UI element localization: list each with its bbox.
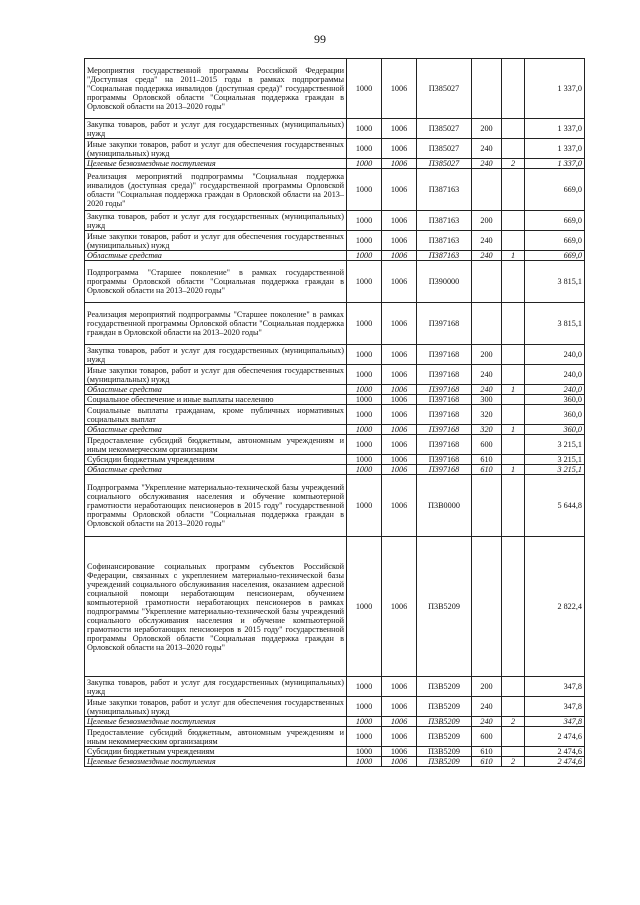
row-subsection-code: 1006 xyxy=(382,169,417,211)
row-expense-type xyxy=(472,261,502,303)
table-row xyxy=(85,365,585,385)
row-target-article: П3В5209 xyxy=(417,697,472,717)
row-expense-type xyxy=(472,303,502,345)
row-section-code: 1000 xyxy=(347,261,382,303)
row-funding-source xyxy=(502,169,525,211)
row-expense-type: 200 xyxy=(472,677,502,697)
table-row xyxy=(85,59,585,119)
row-target-article: П3В5209 xyxy=(417,717,472,727)
row-target-article: П397168 xyxy=(417,405,472,425)
row-expense-type xyxy=(472,169,502,211)
row-funding-source xyxy=(502,475,525,537)
row-expense-type: 600 xyxy=(472,727,502,747)
page-number: 99 xyxy=(314,32,326,46)
row-amount: 5 644,8 xyxy=(525,475,585,537)
row-section-code: 1000 xyxy=(347,303,382,345)
row-amount: 360,0 xyxy=(525,425,585,435)
table-row xyxy=(85,425,585,435)
row-funding-source xyxy=(502,677,525,697)
row-amount: 2 474,6 xyxy=(525,747,585,757)
row-subsection-code: 1006 xyxy=(382,697,417,717)
table-row xyxy=(85,757,585,767)
row-subsection-code: 1006 xyxy=(382,465,417,475)
row-subsection-code: 1006 xyxy=(382,537,417,677)
row-subsection-code: 1006 xyxy=(382,119,417,139)
row-funding-source xyxy=(502,211,525,231)
table-row xyxy=(85,159,585,169)
row-target-article: П390000 xyxy=(417,261,472,303)
row-name: Областные средства xyxy=(85,465,347,475)
row-amount: 2 474,6 xyxy=(525,757,585,767)
row-funding-source: 1 xyxy=(502,251,525,261)
row-funding-source: 1 xyxy=(502,385,525,395)
row-section-code: 1000 xyxy=(347,119,382,139)
row-section-code: 1000 xyxy=(347,757,382,767)
table-row xyxy=(85,405,585,425)
row-name: Иные закупки товаров, работ и услуг для обеспечения государственных (муниципальных) нужд xyxy=(85,231,347,251)
row-amount: 1 337,0 xyxy=(525,139,585,159)
row-name: Субсидии бюджетным учреждениям xyxy=(85,747,347,757)
row-subsection-code: 1006 xyxy=(382,395,417,405)
table-row xyxy=(85,211,585,231)
row-amount: 3 815,1 xyxy=(525,261,585,303)
row-subsection-code: 1006 xyxy=(382,727,417,747)
row-target-article: П397168 xyxy=(417,385,472,395)
row-name: Подпрограмма "Старшее поколение" в рамках государственной программы Орловской области "Социальная поддержка граждан в Орловской области на 2013–2020 годы" xyxy=(85,261,347,303)
row-target-article: П397168 xyxy=(417,395,472,405)
row-subsection-code: 1006 xyxy=(382,475,417,537)
row-section-code: 1000 xyxy=(347,717,382,727)
row-expense-type: 610 xyxy=(472,747,502,757)
row-name: Целевые безвозмездные поступления xyxy=(85,757,347,767)
row-expense-type: 240 xyxy=(472,385,502,395)
row-section-code: 1000 xyxy=(347,231,382,251)
row-expense-type: 600 xyxy=(472,435,502,455)
row-target-article: П387163 xyxy=(417,211,472,231)
row-subsection-code: 1006 xyxy=(382,345,417,365)
table-row xyxy=(85,465,585,475)
table-row xyxy=(85,261,585,303)
row-amount: 3 815,1 xyxy=(525,303,585,345)
row-funding-source: 2 xyxy=(502,717,525,727)
row-name: Областные средства xyxy=(85,251,347,261)
row-name: Закупка товаров, работ и услуг для государственных (муниципальных) нужд xyxy=(85,345,347,365)
row-name: Реализация мероприятий подпрограммы "Старшее поколение" в рамках государственной программы Орловской области "Социальная поддержка граждан в Орловской области на 2013–2020 годы" xyxy=(85,303,347,345)
row-funding-source xyxy=(502,455,525,465)
row-name: Закупка товаров, работ и услуг для государственных (муниципальных) нужд xyxy=(85,119,347,139)
row-name: Софинансирование социальных программ субъектов Российской Федерации, связанных с укреплением материально-технической базы учреждений социального обслуживания населения, оказанием адресной социальной помощи неработающим пенсионерам, обучением компьютерной грамотности неработающих пенсионеров в рамках подпрограммы "Укрепление материально-технической базы учреждений социального обслуживания населения и обучение компьютерной грамотности неработающих пенсионеров в 2015 году" государственной программы Орловской области "Социальная поддержка граждан в Орловской области на 2013–2020 годы" xyxy=(85,537,347,677)
row-subsection-code: 1006 xyxy=(382,425,417,435)
row-target-article: П397168 xyxy=(417,455,472,465)
row-target-article: П3В5209 xyxy=(417,757,472,767)
row-name: Иные закупки товаров, работ и услуг для обеспечения государственных (муниципальных) нужд xyxy=(85,697,347,717)
row-subsection-code: 1006 xyxy=(382,365,417,385)
row-amount: 1 337,0 xyxy=(525,119,585,139)
row-expense-type: 240 xyxy=(472,697,502,717)
row-subsection-code: 1006 xyxy=(382,159,417,169)
row-name: Целевые безвозмездные поступления xyxy=(85,159,347,169)
budget-table xyxy=(84,58,585,767)
row-target-article: П397168 xyxy=(417,435,472,455)
row-section-code: 1000 xyxy=(347,677,382,697)
row-subsection-code: 1006 xyxy=(382,211,417,231)
row-target-article: П397168 xyxy=(417,303,472,345)
row-funding-source xyxy=(502,119,525,139)
row-section-code: 1000 xyxy=(347,425,382,435)
row-subsection-code: 1006 xyxy=(382,757,417,767)
row-target-article: П3В0000 xyxy=(417,475,472,537)
row-section-code: 1000 xyxy=(347,465,382,475)
row-target-article: П3В5209 xyxy=(417,747,472,757)
row-section-code: 1000 xyxy=(347,455,382,465)
row-section-code: 1000 xyxy=(347,251,382,261)
row-target-article: П385027 xyxy=(417,119,472,139)
row-section-code: 1000 xyxy=(347,365,382,385)
row-name: Социальные выплаты гражданам, кроме публичных нормативных социальных выплат xyxy=(85,405,347,425)
row-funding-source xyxy=(502,261,525,303)
row-section-code: 1000 xyxy=(347,435,382,455)
row-target-article: П3В5209 xyxy=(417,537,472,677)
row-amount: 669,0 xyxy=(525,251,585,261)
row-funding-source xyxy=(502,537,525,677)
row-funding-source xyxy=(502,435,525,455)
table-row xyxy=(85,395,585,405)
row-subsection-code: 1006 xyxy=(382,385,417,395)
row-section-code: 1000 xyxy=(347,537,382,677)
row-expense-type: 200 xyxy=(472,119,502,139)
row-target-article: П397168 xyxy=(417,425,472,435)
row-amount: 360,0 xyxy=(525,405,585,425)
row-target-article: П385027 xyxy=(417,139,472,159)
row-amount: 669,0 xyxy=(525,169,585,211)
row-section-code: 1000 xyxy=(347,395,382,405)
row-amount: 669,0 xyxy=(525,211,585,231)
row-subsection-code: 1006 xyxy=(382,435,417,455)
row-section-code: 1000 xyxy=(347,139,382,159)
row-expense-type: 240 xyxy=(472,365,502,385)
row-name: Закупка товаров, работ и услуг для государственных (муниципальных) нужд xyxy=(85,677,347,697)
row-name: Областные средства xyxy=(85,385,347,395)
row-funding-source xyxy=(502,231,525,251)
row-amount: 347,8 xyxy=(525,697,585,717)
row-name: Предоставление субсидий бюджетным, автономным учреждениям и иным некоммерческим организациям xyxy=(85,435,347,455)
row-funding-source xyxy=(502,365,525,385)
row-section-code: 1000 xyxy=(347,385,382,395)
row-funding-source xyxy=(502,345,525,365)
row-target-article: П385027 xyxy=(417,159,472,169)
row-target-article: П397168 xyxy=(417,465,472,475)
row-expense-type: 240 xyxy=(472,717,502,727)
row-target-article: П3В5209 xyxy=(417,727,472,747)
row-funding-source xyxy=(502,303,525,345)
row-funding-source xyxy=(502,395,525,405)
row-name: Социальное обеспечение и иные выплаты населению xyxy=(85,395,347,405)
row-expense-type: 300 xyxy=(472,395,502,405)
row-subsection-code: 1006 xyxy=(382,405,417,425)
row-expense-type: 200 xyxy=(472,211,502,231)
row-name: Подпрограмма "Укрепление материально-технической базы учреждений социального обслуживания населения и обучение компьютерной грамотности неработающих пенсионеров в 2015 году" государственной программы Орловской области "Социальная поддержка граждан в Орловской области на 2013–2020 годы" xyxy=(85,475,347,537)
row-section-code: 1000 xyxy=(347,405,382,425)
row-expense-type: 610 xyxy=(472,465,502,475)
row-section-code: 1000 xyxy=(347,59,382,119)
row-funding-source: 2 xyxy=(502,757,525,767)
table-row xyxy=(85,475,585,537)
row-name: Целевые безвозмездные поступления xyxy=(85,717,347,727)
row-section-code: 1000 xyxy=(347,727,382,747)
row-funding-source xyxy=(502,139,525,159)
table-row xyxy=(85,251,585,261)
row-funding-source xyxy=(502,727,525,747)
row-funding-source xyxy=(502,747,525,757)
row-subsection-code: 1006 xyxy=(382,59,417,119)
row-subsection-code: 1006 xyxy=(382,717,417,727)
row-funding-source: 1 xyxy=(502,465,525,475)
row-expense-type: 200 xyxy=(472,345,502,365)
row-name: Реализация мероприятий подпрограммы "Социальная поддержка инвалидов (доступная среда)" государственной программы Орловской области "Социальная поддержка граждан в Орловской области на 2013–2020 годы" xyxy=(85,169,347,211)
row-section-code: 1000 xyxy=(347,345,382,365)
row-section-code: 1000 xyxy=(347,475,382,537)
row-amount: 347,8 xyxy=(525,677,585,697)
row-expense-type: 240 xyxy=(472,231,502,251)
row-funding-source xyxy=(502,697,525,717)
table-row xyxy=(85,119,585,139)
table-row xyxy=(85,537,585,677)
row-amount: 2 822,4 xyxy=(525,537,585,677)
row-expense-type: 240 xyxy=(472,159,502,169)
table-row xyxy=(85,717,585,727)
row-target-article: П397168 xyxy=(417,365,472,385)
row-name: Иные закупки товаров, работ и услуг для обеспечения государственных (муниципальных) нужд xyxy=(85,365,347,385)
table-row xyxy=(85,697,585,717)
row-target-article: П385027 xyxy=(417,59,472,119)
row-amount: 2 474,6 xyxy=(525,727,585,747)
row-name: Иные закупки товаров, работ и услуг для обеспечения государственных (муниципальных) нужд xyxy=(85,139,347,159)
row-amount: 347,8 xyxy=(525,717,585,727)
row-subsection-code: 1006 xyxy=(382,231,417,251)
row-expense-type xyxy=(472,59,502,119)
row-subsection-code: 1006 xyxy=(382,747,417,757)
row-expense-type: 610 xyxy=(472,455,502,465)
table-row xyxy=(85,727,585,747)
row-subsection-code: 1006 xyxy=(382,139,417,159)
table-row xyxy=(85,677,585,697)
row-target-article: П387163 xyxy=(417,231,472,251)
row-target-article: П3В5209 xyxy=(417,677,472,697)
row-amount: 240,0 xyxy=(525,385,585,395)
row-funding-source xyxy=(502,59,525,119)
table-row xyxy=(85,169,585,211)
row-subsection-code: 1006 xyxy=(382,677,417,697)
row-subsection-code: 1006 xyxy=(382,251,417,261)
row-target-article: П387163 xyxy=(417,251,472,261)
row-target-article: П387163 xyxy=(417,169,472,211)
row-section-code: 1000 xyxy=(347,169,382,211)
row-section-code: 1000 xyxy=(347,159,382,169)
table-row xyxy=(85,139,585,159)
row-expense-type: 610 xyxy=(472,757,502,767)
row-section-code: 1000 xyxy=(347,747,382,757)
row-subsection-code: 1006 xyxy=(382,261,417,303)
row-name: Областные средства xyxy=(85,425,347,435)
row-amount: 240,0 xyxy=(525,345,585,365)
row-name: Предоставление субсидий бюджетным, автономным учреждениям и иным некоммерческим организациям xyxy=(85,727,347,747)
row-target-article: П397168 xyxy=(417,345,472,365)
row-section-code: 1000 xyxy=(347,211,382,231)
row-section-code: 1000 xyxy=(347,697,382,717)
table-row xyxy=(85,747,585,757)
row-name: Субсидии бюджетным учреждениям xyxy=(85,455,347,465)
table-row xyxy=(85,231,585,251)
row-expense-type: 240 xyxy=(472,139,502,159)
row-amount: 3 215,1 xyxy=(525,435,585,455)
table-row xyxy=(85,435,585,455)
row-subsection-code: 1006 xyxy=(382,303,417,345)
table-row xyxy=(85,345,585,365)
row-amount: 360,0 xyxy=(525,395,585,405)
row-name: Закупка товаров, работ и услуг для государственных (муниципальных) нужд xyxy=(85,211,347,231)
row-expense-type xyxy=(472,475,502,537)
row-expense-type: 320 xyxy=(472,405,502,425)
row-funding-source: 2 xyxy=(502,159,525,169)
row-expense-type xyxy=(472,537,502,677)
row-funding-source: 1 xyxy=(502,425,525,435)
table-row xyxy=(85,385,585,395)
row-expense-type: 320 xyxy=(472,425,502,435)
row-amount: 669,0 xyxy=(525,231,585,251)
row-amount: 1 337,0 xyxy=(525,59,585,119)
budget-table-body xyxy=(85,59,585,767)
row-amount: 1 337,0 xyxy=(525,159,585,169)
row-amount: 3 215,1 xyxy=(525,465,585,475)
table-row xyxy=(85,303,585,345)
row-name: Мероприятия государственной программы Российской Федерации "Доступная среда" на 2011–2015 годы в рамках подпрограммы "Социальная поддержка инвалидов (доступная среда)" государственной программы Орловской области "Социальная поддержка граждан в Орловской области на 2013–2020 годы" xyxy=(85,59,347,119)
row-amount: 240,0 xyxy=(525,365,585,385)
row-expense-type: 240 xyxy=(472,251,502,261)
table-row xyxy=(85,455,585,465)
row-funding-source xyxy=(502,405,525,425)
row-subsection-code: 1006 xyxy=(382,455,417,465)
row-amount: 3 215,1 xyxy=(525,455,585,465)
